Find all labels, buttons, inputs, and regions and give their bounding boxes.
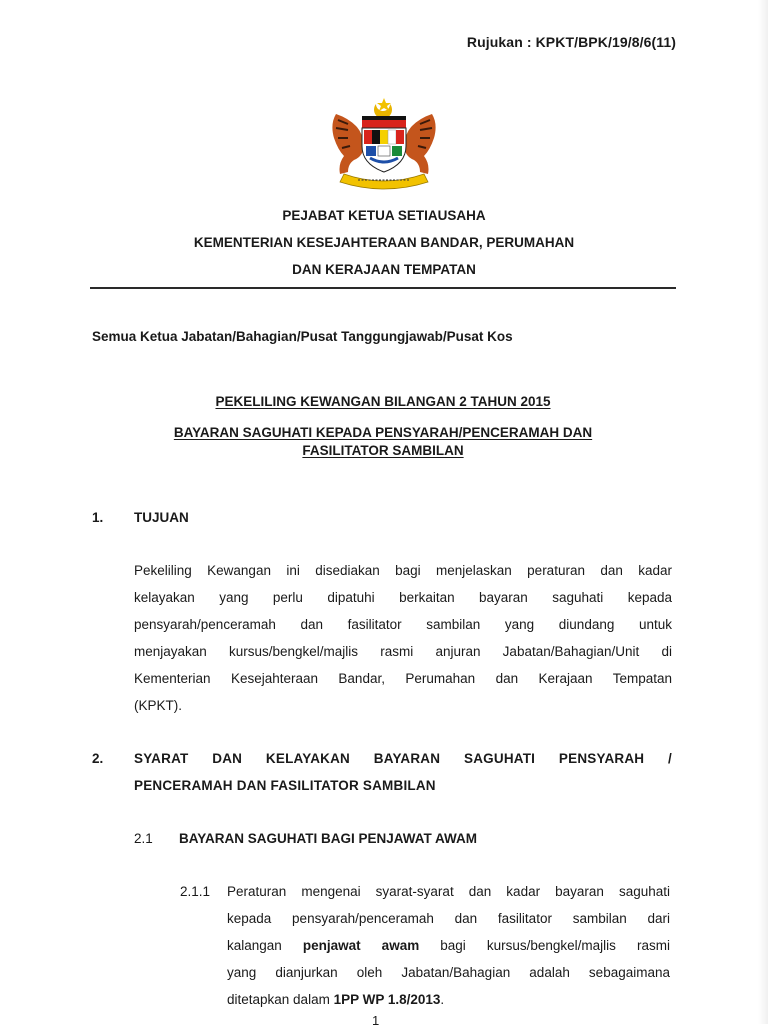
- paragraph-line: Kementerian Kesejahteraan Bandar, Perumahan dan Kerajaan Tempatan: [134, 671, 672, 686]
- paragraph-line: menjayakan kursus/bengkel/majlis rasmi anjuran Jabatan/Bahagian/Unit di: [134, 644, 672, 659]
- paragraph-line: Peraturan mengenai syarat-syarat dan kadar bayaran saguhati: [227, 884, 670, 899]
- page-edge-shadow: [758, 0, 768, 1024]
- reference-number: Rujukan : KPKT/BPK/19/8/6(11): [466, 34, 676, 50]
- circular-subject-line1: BAYARAN SAGUHATI KEPADA PENSYARAH/PENCERAMAH DAN: [173, 425, 593, 440]
- addressee: Semua Ketua Jabatan/Bahagian/Pusat Tanggungjawab/Pusat Kos: [92, 329, 513, 344]
- subsection-2-1-number: 2.1: [134, 831, 153, 846]
- paragraph-line: pensyarah/penceramah dan fasilitator sambilan yang diundang untuk: [134, 617, 672, 632]
- page-number: 1: [372, 1013, 380, 1028]
- paragraph-line: kalangan penjawat awam bagi kursus/bengkel/majlis rasmi: [227, 938, 670, 953]
- office-heading-line3: DAN KERAJAAN TEMPATAN: [292, 262, 476, 277]
- section-2-title-line2: PENCERAMAH DAN FASILITATOR SAMBILAN: [134, 778, 436, 793]
- paragraph-line: kelayakan yang perlu dipatuhi berkaitan bayaran saguhati kepada: [134, 590, 672, 605]
- section-2-title-line1: SYARAT DAN KELAYAKAN BAYARAN SAGUHATI PENSYARAH /: [134, 751, 672, 766]
- paragraph-line: (KPKT).: [134, 698, 183, 713]
- office-heading-line2: KEMENTERIAN KESEJAHTERAAN BANDAR, PERUMAHAN: [193, 235, 575, 250]
- office-heading-line1: PEJABAT KETUA SETIAUSAHA: [282, 208, 486, 223]
- coat-of-arms-icon: [324, 94, 444, 190]
- section-1-title: TUJUAN: [134, 510, 189, 525]
- section-2-number: 2.: [92, 751, 104, 766]
- section-1-number: 1.: [92, 510, 104, 525]
- subsection-2-1-title: BAYARAN SAGUHATI BAGI PENJAWAT AWAM: [179, 831, 478, 846]
- paragraph-line: Pekeliling Kewangan ini disediakan bagi menjelaskan peraturan dan kadar: [134, 563, 672, 578]
- emphasis-circular-reference: 1PP WP 1.8/2013: [333, 992, 441, 1007]
- circular-title: PEKELILING KEWANGAN BILANGAN 2 TAHUN 2015: [215, 394, 551, 409]
- paragraph-line: yang dianjurkan oleh Jabatan/Bahagian adalah sebagaimana: [227, 965, 670, 980]
- header-divider: [90, 287, 676, 289]
- paragraph-line: ditetapkan dalam 1PP WP 1.8/2013.: [227, 992, 445, 1007]
- section-1-paragraph: [134, 557, 672, 719]
- item-2-1-1-number: 2.1.1: [180, 884, 211, 899]
- emphasis-penjawat-awam: penjawat awam: [302, 938, 420, 953]
- section-2-title: [134, 745, 672, 799]
- paragraph-line: kepada pensyarah/penceramah dan fasilitator sambilan dari: [227, 911, 670, 926]
- item-2-1-1-paragraph: [227, 878, 670, 1013]
- circular-subject-line2: FASILITATOR SAMBILAN: [302, 443, 464, 458]
